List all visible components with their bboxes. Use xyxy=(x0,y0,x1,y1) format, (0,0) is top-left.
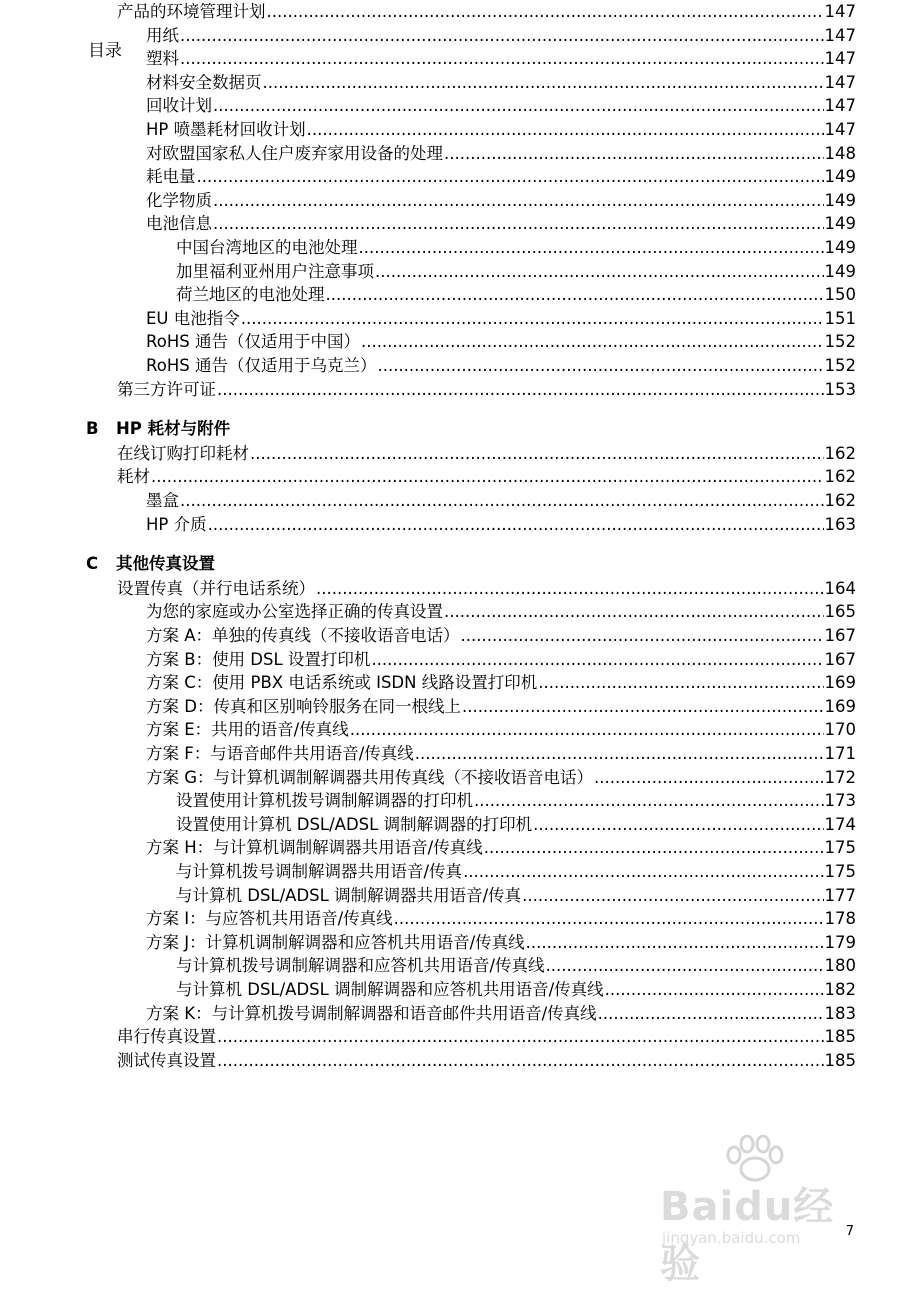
toc-entry[interactable] xyxy=(176,978,856,1002)
dot-leader xyxy=(151,465,824,489)
dot-leader xyxy=(213,94,824,118)
toc-entry-label: 为您的家庭或办公室选择正确的传真设置 xyxy=(146,602,443,622)
toc-entry[interactable] xyxy=(176,236,856,260)
toc-entry-label: RoHS 通告（仅适用于中国） xyxy=(146,332,360,352)
dot-leader xyxy=(180,47,824,71)
dot-leader xyxy=(361,330,824,354)
toc-entry-label: 产品的环境管理计划 xyxy=(117,2,266,21)
dot-leader xyxy=(217,1049,824,1073)
toc-entry-page: 152 xyxy=(824,356,856,375)
dot-leader xyxy=(474,789,824,813)
toc-entry-label: 对欧盟国家私人住户废弃家用设备的处理 xyxy=(146,143,443,163)
page-title: 目录 xyxy=(88,41,122,61)
toc-entry-page: 149 xyxy=(824,261,856,281)
toc-entry-label: 与计算机 DSL/ADSL 调制解调器和应答机共用语音/传真线 xyxy=(176,980,604,999)
toc-entry-page: 175 xyxy=(824,862,856,881)
toc-entry-label: 中国台湾地区的电池处理 xyxy=(176,238,358,257)
toc-entry[interactable] xyxy=(117,577,856,601)
dot-leader xyxy=(316,577,824,601)
toc-entry-label: 设置使用计算机 DSL/ADSL 调制解调器的打印机 xyxy=(176,814,533,834)
toc-entry[interactable] xyxy=(176,789,856,813)
toc-entry-label: 方案 K：与计算机拨号调制解调器和语音邮件共用语音/传真线 xyxy=(146,1003,597,1023)
toc-entry-page: 150 xyxy=(824,285,856,305)
toc-entry-page: 149 xyxy=(824,238,856,257)
toc-entry-page: 147 xyxy=(824,72,856,92)
toc-entry[interactable] xyxy=(146,189,856,213)
section-title: 其他传真设置 xyxy=(116,554,215,574)
toc-entry[interactable] xyxy=(146,600,856,624)
toc-entry-label: 化学物质 xyxy=(146,190,212,210)
toc-entry-page: 162 xyxy=(824,443,856,463)
dot-leader xyxy=(394,907,824,931)
toc-entry-page: 162 xyxy=(824,467,856,487)
toc-entry-label: 耗材 xyxy=(117,467,150,487)
dot-leader xyxy=(267,0,824,24)
toc-entry-page: 178 xyxy=(824,909,856,929)
toc-entry-label: 方案 I：与应答机共用语音/传真线 xyxy=(146,909,393,929)
page-number: 7 xyxy=(845,1224,854,1239)
toc-entry-label: 塑料 xyxy=(146,49,179,69)
toc-entry-page: 152 xyxy=(824,332,856,352)
toc-entry-page: 147 xyxy=(824,96,856,116)
toc-entry[interactable] xyxy=(146,94,856,118)
dot-leader xyxy=(307,118,824,142)
watermark-url: jingyan.baidu.com xyxy=(662,1229,801,1247)
toc-entry[interactable] xyxy=(176,884,856,908)
section-heading xyxy=(86,552,215,576)
toc-entry-page: 162 xyxy=(824,491,856,510)
dot-leader xyxy=(217,1025,824,1049)
dot-leader xyxy=(217,378,824,402)
dot-leader xyxy=(180,24,824,48)
dot-leader xyxy=(250,442,824,466)
dot-leader xyxy=(180,489,824,513)
toc-entry[interactable] xyxy=(146,648,856,672)
toc-entry-label: 方案 A：单独的传真线（不接收语音电话） xyxy=(146,626,460,645)
toc-entry-label: EU 电池指令 xyxy=(146,308,240,328)
toc-entry-label: 方案 E：共用的语音/传真线 xyxy=(146,720,349,740)
toc-entry-page: 149 xyxy=(824,214,856,234)
dot-leader xyxy=(444,600,824,624)
toc-entry-label: 第三方许可证 xyxy=(117,379,216,399)
toc-entry-page: 149 xyxy=(824,167,856,187)
toc-entry-page: 182 xyxy=(824,980,856,999)
toc-entry-page: 147 xyxy=(824,2,856,21)
toc-entry-page: 169 xyxy=(824,673,856,693)
toc-entry-label: 用纸 xyxy=(146,25,179,45)
toc-entry-label: 回收计划 xyxy=(146,96,212,116)
toc-entry[interactable] xyxy=(146,671,856,695)
toc-entry[interactable] xyxy=(146,766,856,790)
toc-entry-page: 167 xyxy=(824,649,856,669)
dot-leader xyxy=(598,1002,824,1026)
dot-leader xyxy=(462,695,824,719)
toc-entry[interactable] xyxy=(146,489,856,513)
toc-entry-page: 185 xyxy=(824,1027,856,1047)
toc-entry-label: 方案 B：使用 DSL 设置打印机 xyxy=(146,649,371,669)
toc-entry-page: 185 xyxy=(824,1050,856,1070)
toc-entry-page: 149 xyxy=(824,190,856,210)
dot-leader xyxy=(463,860,823,884)
toc-entry-page: 171 xyxy=(824,744,856,763)
toc-entry-page: 151 xyxy=(824,308,856,328)
toc-entry-page: 165 xyxy=(824,602,856,622)
toc-entry-label: 加里福利亚州用户注意事项 xyxy=(176,261,374,281)
toc-entry-label: 方案 G：与计算机调制解调器共用传真线（不接收语音电话） xyxy=(146,767,594,787)
toc-entry-label: 测试传真设置 xyxy=(117,1050,216,1070)
toc-entry[interactable] xyxy=(146,907,856,931)
toc-entry[interactable] xyxy=(117,1025,856,1049)
dot-leader xyxy=(594,766,823,790)
dot-leader xyxy=(326,283,824,307)
toc-entry-label: 方案 D：传真和区别响铃服务在同一根线上 xyxy=(146,696,461,716)
dot-leader xyxy=(208,513,824,537)
toc-entry-page: 164 xyxy=(824,578,856,598)
toc-entry[interactable] xyxy=(146,142,856,166)
toc-entry[interactable] xyxy=(146,330,856,354)
toc-entry-page: 170 xyxy=(824,720,856,740)
toc-entry[interactable] xyxy=(117,378,856,402)
dot-leader xyxy=(546,954,824,978)
toc-entry-label: HP 介质 xyxy=(146,514,207,534)
toc-entry-label: 方案 H：与计算机调制解调器共用语音/传真线 xyxy=(146,838,483,858)
toc-entry-page: 148 xyxy=(824,143,856,163)
toc-entry[interactable] xyxy=(146,24,856,48)
dot-leader xyxy=(371,648,823,672)
toc-entry-label: 设置传真（并行电话系统） xyxy=(117,578,315,598)
toc-entry[interactable] xyxy=(146,718,856,742)
toc-entry-label: 墨盒 xyxy=(146,491,179,510)
toc-entry-page: 147 xyxy=(824,25,856,45)
toc-entry[interactable] xyxy=(146,165,856,189)
toc-entry[interactable] xyxy=(146,513,856,537)
toc-entry-label: 方案 J：计算机调制解调器和应答机共用语音/传真线 xyxy=(146,932,525,952)
watermark-brand: Baidu经验 xyxy=(660,1184,835,1287)
toc-entry-page: 147 xyxy=(824,49,856,69)
toc-entry[interactable] xyxy=(146,47,856,71)
toc-entry-label: 方案 C：使用 PBX 电话系统或 ISDN 线路设置打印机 xyxy=(146,673,538,693)
toc-entry[interactable] xyxy=(176,860,856,884)
toc-entry-page: 177 xyxy=(824,885,856,905)
toc-entry-label: 材料安全数据页 xyxy=(146,72,262,92)
section-letter: C xyxy=(86,554,99,574)
toc-entry-page: 147 xyxy=(824,120,856,139)
toc-entry-page: 179 xyxy=(824,932,856,952)
toc-entry-page: 175 xyxy=(824,838,856,858)
dot-leader xyxy=(359,236,824,260)
toc-entry-page: 169 xyxy=(824,696,856,716)
dot-leader xyxy=(444,142,824,166)
toc-entry[interactable] xyxy=(146,71,856,95)
toc-entry-page: 180 xyxy=(824,956,856,976)
dot-leader xyxy=(375,260,824,284)
dot-leader xyxy=(415,742,824,766)
toc-entry[interactable] xyxy=(146,695,856,719)
toc-entry[interactable] xyxy=(117,0,856,24)
dot-leader xyxy=(350,718,824,742)
section-letter: B xyxy=(86,419,99,439)
toc-entry-label: 设置使用计算机拨号调制解调器的打印机 xyxy=(176,791,473,811)
toc-entry-label: 电池信息 xyxy=(146,214,212,234)
toc-entry[interactable] xyxy=(176,260,856,284)
section-title: HP 耗材与附件 xyxy=(116,419,231,439)
dot-leader xyxy=(533,813,823,837)
toc-entry[interactable] xyxy=(176,954,856,978)
dot-leader xyxy=(241,307,824,331)
dot-leader xyxy=(213,189,824,213)
dot-leader xyxy=(377,354,823,378)
toc-entry-page: 172 xyxy=(824,767,856,787)
dot-leader xyxy=(197,165,824,189)
toc-entry[interactable] xyxy=(146,931,856,955)
toc-entry[interactable] xyxy=(117,465,856,489)
toc-entry-label: 在线订购打印耗材 xyxy=(117,443,249,463)
toc-entry[interactable] xyxy=(146,212,856,236)
toc-entry-page: 167 xyxy=(824,626,856,645)
toc-entry-page: 153 xyxy=(824,379,856,399)
toc-entry[interactable] xyxy=(176,283,856,307)
section-heading xyxy=(86,417,230,441)
toc-entry[interactable] xyxy=(117,442,856,466)
toc-entry-page: 183 xyxy=(824,1003,856,1023)
toc-entry-page: 163 xyxy=(824,514,856,534)
toc-entry[interactable] xyxy=(146,1002,856,1026)
dot-leader xyxy=(461,624,824,648)
dot-leader xyxy=(605,978,824,1002)
toc-entry-page: 174 xyxy=(824,814,856,834)
toc-entry-label: 与计算机拨号调制解调器共用语音/传真 xyxy=(176,862,463,881)
toc-entry-label: 与计算机拨号调制解调器和应答机共用语音/传真线 xyxy=(176,956,545,976)
toc-entry-label: 串行传真设置 xyxy=(117,1027,216,1047)
dot-leader xyxy=(522,884,823,908)
toc-entry-label: 荷兰地区的电池处理 xyxy=(176,285,325,305)
dot-leader xyxy=(526,931,824,955)
dot-leader xyxy=(484,836,824,860)
baidu-watermark xyxy=(640,1135,870,1287)
toc-entry-label: 耗电量 xyxy=(146,167,196,187)
toc-entry[interactable] xyxy=(117,1049,856,1073)
toc-entry[interactable] xyxy=(146,307,856,331)
paw-icon xyxy=(720,1135,790,1185)
dot-leader xyxy=(538,671,823,695)
toc-entry[interactable] xyxy=(176,813,856,837)
toc-entry-label: 与计算机 DSL/ADSL 调制解调器共用语音/传真 xyxy=(176,885,522,905)
dot-leader xyxy=(263,71,824,95)
dot-leader xyxy=(213,212,824,236)
toc-entry-page: 173 xyxy=(824,791,856,811)
toc-entry[interactable] xyxy=(146,624,856,648)
toc-entry-label: RoHS 通告（仅适用于乌克兰） xyxy=(146,356,377,375)
toc-entry[interactable] xyxy=(146,742,856,766)
toc-entry-label: HP 喷墨耗材回收计划 xyxy=(146,120,306,139)
toc-entry[interactable] xyxy=(146,836,856,860)
toc-entry[interactable] xyxy=(146,354,856,378)
toc-entry-label: 方案 F：与语音邮件共用语音/传真线 xyxy=(146,744,414,763)
toc-entry[interactable] xyxy=(146,118,856,142)
